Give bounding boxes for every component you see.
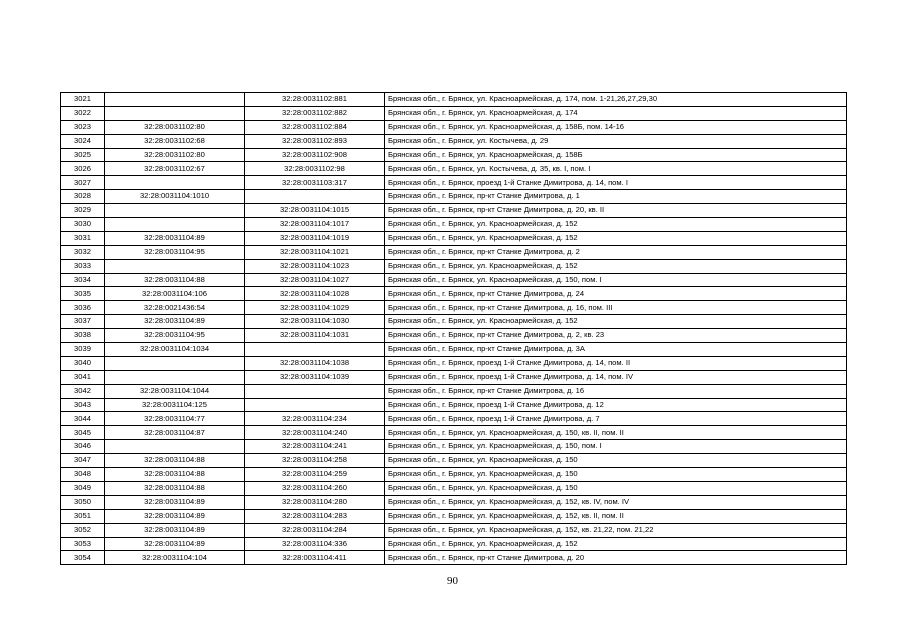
cadastral-number-parent bbox=[105, 106, 245, 120]
row-number: 3035 bbox=[61, 287, 105, 301]
table-row bbox=[61, 176, 847, 190]
cadastral-number: 32:28:0031104:411 bbox=[245, 551, 385, 565]
cadastral-number-parent: 32:28:0031104:89 bbox=[105, 315, 245, 329]
address: Брянская обл., г. Брянск, ул. Костычева, д. 29 bbox=[385, 134, 847, 148]
row-number: 3054 bbox=[61, 551, 105, 565]
address: Брянская обл., г. Брянск, ул. Красноармейская, д. 150 bbox=[385, 468, 847, 482]
row-number: 3044 bbox=[61, 412, 105, 426]
cadastral-number-parent bbox=[105, 259, 245, 273]
cadastral-number bbox=[245, 190, 385, 204]
address: Брянская обл., г. Брянск, пр-кт Станке Димитрова, д. 20, кв. II bbox=[385, 204, 847, 218]
cadastral-number: 32:28:0031104:260 bbox=[245, 481, 385, 495]
cadastral-number bbox=[245, 343, 385, 357]
row-number: 3039 bbox=[61, 343, 105, 357]
row-number: 3028 bbox=[61, 190, 105, 204]
row-number: 3043 bbox=[61, 398, 105, 412]
cadastral-number: 32:28:0031104:1015 bbox=[245, 204, 385, 218]
row-number: 3053 bbox=[61, 537, 105, 551]
cadastral-number-parent: 32:28:0031104:89 bbox=[105, 495, 245, 509]
table-row bbox=[61, 454, 847, 468]
row-number: 3024 bbox=[61, 134, 105, 148]
address: Брянская обл., г. Брянск, проезд 1-й Станке Димитрова, д. 12 bbox=[385, 398, 847, 412]
table-row bbox=[61, 370, 847, 384]
row-number: 3026 bbox=[61, 162, 105, 176]
row-number: 3037 bbox=[61, 315, 105, 329]
row-number: 3052 bbox=[61, 523, 105, 537]
cadastral-number: 32:28:0031104:1031 bbox=[245, 329, 385, 343]
cadastral-number: 32:28:0031102:98 bbox=[245, 162, 385, 176]
cadastral-number: 32:28:0031104:240 bbox=[245, 426, 385, 440]
cadastral-number-parent: 32:28:0031104:77 bbox=[105, 412, 245, 426]
table-row bbox=[61, 551, 847, 565]
cadastral-number: 32:28:0031104:1023 bbox=[245, 259, 385, 273]
row-number: 3029 bbox=[61, 204, 105, 218]
address: Брянская обл., г. Брянск, ул. Красноармейская, д. 150, пом. I bbox=[385, 440, 847, 454]
cadastral-number-parent: 32:28:0031104:88 bbox=[105, 273, 245, 287]
address: Брянская обл., г. Брянск, проезд 1-й Станке Димитрова, д. 14, пом. I bbox=[385, 176, 847, 190]
row-number: 3038 bbox=[61, 329, 105, 343]
table-row bbox=[61, 287, 847, 301]
row-number: 3050 bbox=[61, 495, 105, 509]
cadastral-number-parent: 32:28:0031102:80 bbox=[105, 148, 245, 162]
address: Брянская обл., г. Брянск, пр-кт Станке Димитрова, д. 16 bbox=[385, 384, 847, 398]
address: Брянская обл., г. Брянск, ул. Красноармейская, д. 152 bbox=[385, 537, 847, 551]
cadastral-number-parent: 32:28:0031104:95 bbox=[105, 245, 245, 259]
row-number: 3040 bbox=[61, 356, 105, 370]
cadastral-number: 32:28:0031104:1029 bbox=[245, 301, 385, 315]
row-number: 3030 bbox=[61, 218, 105, 232]
address: Брянская обл., г. Брянск, ул. Красноармейская, д. 158Б, пом. 14-16 bbox=[385, 120, 847, 134]
address: Брянская обл., г. Брянск, ул. Красноармейская, д. 174, пом. 1-21,26,27,29,30 bbox=[385, 93, 847, 107]
cadastral-number bbox=[245, 398, 385, 412]
cadastral-number-parent: 32:28:0031104:1010 bbox=[105, 190, 245, 204]
table-row bbox=[61, 231, 847, 245]
address: Брянская обл., г. Брянск, пр-кт Станке Димитрова, д. 2, кв. 23 bbox=[385, 329, 847, 343]
address: Брянская обл., г. Брянск, ул. Красноармейская, д. 150 bbox=[385, 454, 847, 468]
table-row bbox=[61, 412, 847, 426]
cadastral-number-parent: 32:28:0031104:89 bbox=[105, 231, 245, 245]
address: Брянская обл., г. Брянск, ул. Красноармейская, д. 152, кв. 21,22, пом. 21,22 bbox=[385, 523, 847, 537]
table-row bbox=[61, 93, 847, 107]
table-row bbox=[61, 523, 847, 537]
row-number: 3051 bbox=[61, 509, 105, 523]
address: Брянская обл., г. Брянск, ул. Красноармейская, д. 152 bbox=[385, 259, 847, 273]
table-row bbox=[61, 384, 847, 398]
address: Брянская обл., г. Брянск, ул. Красноармейская, д. 152, кв. IV, пом. IV bbox=[385, 495, 847, 509]
cadastral-number: 32:28:0031104:1030 bbox=[245, 315, 385, 329]
table-row bbox=[61, 495, 847, 509]
cadastral-number-parent: 32:28:0031102:80 bbox=[105, 120, 245, 134]
cadastral-number: 32:28:0031102:893 bbox=[245, 134, 385, 148]
cadastral-number-parent: 32:28:0031104:89 bbox=[105, 523, 245, 537]
cadastral-number: 32:28:0031104:1038 bbox=[245, 356, 385, 370]
cadastral-number-parent: 32:28:0031104:125 bbox=[105, 398, 245, 412]
address: Брянская обл., г. Брянск, проезд 1-й Станке Димитрова, д. 7 bbox=[385, 412, 847, 426]
cadastral-number: 32:28:0031104:283 bbox=[245, 509, 385, 523]
table-row bbox=[61, 273, 847, 287]
row-number: 3031 bbox=[61, 231, 105, 245]
cadastral-number: 32:28:0031104:1028 bbox=[245, 287, 385, 301]
cadastral-number: 32:28:0031102:882 bbox=[245, 106, 385, 120]
address: Брянская обл., г. Брянск, ул. Красноармейская, д. 152, кв. II, пом. II bbox=[385, 509, 847, 523]
cadastral-number: 32:28:0031104:280 bbox=[245, 495, 385, 509]
cadastral-number-parent: 32:28:0031104:95 bbox=[105, 329, 245, 343]
cadastral-number: 32:28:0031104:1027 bbox=[245, 273, 385, 287]
registry-table-body bbox=[61, 93, 847, 565]
address: Брянская обл., г. Брянск, пр-кт Станке Димитрова, д. 24 bbox=[385, 287, 847, 301]
cadastral-number: 32:28:0031102:881 bbox=[245, 93, 385, 107]
table-row bbox=[61, 245, 847, 259]
cadastral-number-parent bbox=[105, 370, 245, 384]
table-row bbox=[61, 301, 847, 315]
address: Брянская обл., г. Брянск, ул. Красноармейская, д. 158Б bbox=[385, 148, 847, 162]
table-row bbox=[61, 537, 847, 551]
table-row bbox=[61, 481, 847, 495]
table-row bbox=[61, 190, 847, 204]
table-row bbox=[61, 120, 847, 134]
cadastral-number-parent: 32:28:0031104:88 bbox=[105, 454, 245, 468]
registry-table bbox=[60, 92, 847, 565]
row-number: 3045 bbox=[61, 426, 105, 440]
address: Брянская обл., г. Брянск, пр-кт Станке Димитрова, д. 20 bbox=[385, 551, 847, 565]
cadastral-number-parent: 32:28:0031102:67 bbox=[105, 162, 245, 176]
address: Брянская обл., г. Брянск, ул. Красноармейская, д. 174 bbox=[385, 106, 847, 120]
row-number: 3034 bbox=[61, 273, 105, 287]
row-number: 3036 bbox=[61, 301, 105, 315]
cadastral-number-parent: 32:28:0031102:68 bbox=[105, 134, 245, 148]
cadastral-number: 32:28:0031102:908 bbox=[245, 148, 385, 162]
address: Брянская обл., г. Брянск, ул. Красноармейская, д. 152 bbox=[385, 231, 847, 245]
row-number: 3046 bbox=[61, 440, 105, 454]
row-number: 3023 bbox=[61, 120, 105, 134]
cadastral-number-parent bbox=[105, 218, 245, 232]
cadastral-number: 32:28:0031104:1017 bbox=[245, 218, 385, 232]
cadastral-number-parent bbox=[105, 356, 245, 370]
cadastral-number-parent: 32:28:0031104:88 bbox=[105, 481, 245, 495]
address: Брянская обл., г. Брянск, ул. Красноармейская, д. 152 bbox=[385, 315, 847, 329]
table-row bbox=[61, 218, 847, 232]
table-row bbox=[61, 315, 847, 329]
table-row bbox=[61, 509, 847, 523]
table-row bbox=[61, 398, 847, 412]
cadastral-number-parent: 32:28:0021436:54 bbox=[105, 301, 245, 315]
cadastral-number: 32:28:0031104:1039 bbox=[245, 370, 385, 384]
table-row bbox=[61, 259, 847, 273]
page-number: 90 bbox=[447, 575, 458, 587]
row-number: 3048 bbox=[61, 468, 105, 482]
address: Брянская обл., г. Брянск, проезд 1-й Станке Димитрова, д. 14, пом. IV bbox=[385, 370, 847, 384]
cadastral-number-parent: 32:28:0031104:1044 bbox=[105, 384, 245, 398]
cadastral-number-parent: 32:28:0031104:89 bbox=[105, 509, 245, 523]
table-row bbox=[61, 343, 847, 357]
cadastral-number: 32:28:0031104:241 bbox=[245, 440, 385, 454]
cadastral-number-parent: 32:28:0031104:89 bbox=[105, 537, 245, 551]
row-number: 3022 bbox=[61, 106, 105, 120]
cadastral-number: 32:28:0031104:336 bbox=[245, 537, 385, 551]
row-number: 3027 bbox=[61, 176, 105, 190]
table-row bbox=[61, 204, 847, 218]
cadastral-number: 32:28:0031103:317 bbox=[245, 176, 385, 190]
address: Брянская обл., г. Брянск, ул. Красноармейская, д. 150, пом. I bbox=[385, 273, 847, 287]
address: Брянская обл., г. Брянск, пр-кт Станке Димитрова, д. 16, пом. III bbox=[385, 301, 847, 315]
row-number: 3047 bbox=[61, 454, 105, 468]
cadastral-number: 32:28:0031104:258 bbox=[245, 454, 385, 468]
table-row bbox=[61, 426, 847, 440]
row-number: 3021 bbox=[61, 93, 105, 107]
cadastral-number-parent bbox=[105, 176, 245, 190]
cadastral-number bbox=[245, 384, 385, 398]
row-number: 3032 bbox=[61, 245, 105, 259]
cadastral-number-parent: 32:28:0031104:104 bbox=[105, 551, 245, 565]
cadastral-number-parent bbox=[105, 93, 245, 107]
row-number: 3049 bbox=[61, 481, 105, 495]
cadastral-number: 32:28:0031104:1019 bbox=[245, 231, 385, 245]
cadastral-number: 32:28:0031104:1021 bbox=[245, 245, 385, 259]
table-row bbox=[61, 329, 847, 343]
address: Брянская обл., г. Брянск, ул. Костычева, д. 35, кв. I, пом. I bbox=[385, 162, 847, 176]
row-number: 3025 bbox=[61, 148, 105, 162]
cadastral-number: 32:28:0031104:284 bbox=[245, 523, 385, 537]
table-row bbox=[61, 440, 847, 454]
table-row bbox=[61, 134, 847, 148]
address: Брянская обл., г. Брянск, ул. Красноармейская, д. 152 bbox=[385, 218, 847, 232]
cadastral-number: 32:28:0031104:234 bbox=[245, 412, 385, 426]
address: Брянская обл., г. Брянск, ул. Красноармейская, д. 150 bbox=[385, 481, 847, 495]
address: Брянская обл., г. Брянск, пр-кт Станке Димитрова, д. 2 bbox=[385, 245, 847, 259]
cadastral-number-parent bbox=[105, 440, 245, 454]
row-number: 3042 bbox=[61, 384, 105, 398]
table-row bbox=[61, 468, 847, 482]
cadastral-number-parent: 32:28:0031104:87 bbox=[105, 426, 245, 440]
cadastral-number: 32:28:0031104:259 bbox=[245, 468, 385, 482]
cadastral-number-parent: 32:28:0031104:106 bbox=[105, 287, 245, 301]
address: Брянская обл., г. Брянск, проезд 1-й Станке Димитрова, д. 14, пом. II bbox=[385, 356, 847, 370]
cadastral-number: 32:28:0031102:884 bbox=[245, 120, 385, 134]
cadastral-number-parent: 32:28:0031104:1034 bbox=[105, 343, 245, 357]
address: Брянская обл., г. Брянск, пр-кт Станке Димитрова, д. 1 bbox=[385, 190, 847, 204]
address: Брянская обл., г. Брянск, ул. Красноармейская, д. 150, кв. II, пом. II bbox=[385, 426, 847, 440]
address: Брянская обл., г. Брянск, пр-кт Станке Димитрова, д. 3А bbox=[385, 343, 847, 357]
cadastral-number-parent bbox=[105, 204, 245, 218]
cadastral-number-parent: 32:28:0031104:88 bbox=[105, 468, 245, 482]
table-row bbox=[61, 148, 847, 162]
table-row bbox=[61, 356, 847, 370]
table-row bbox=[61, 106, 847, 120]
row-number: 3033 bbox=[61, 259, 105, 273]
row-number: 3041 bbox=[61, 370, 105, 384]
table-row bbox=[61, 162, 847, 176]
